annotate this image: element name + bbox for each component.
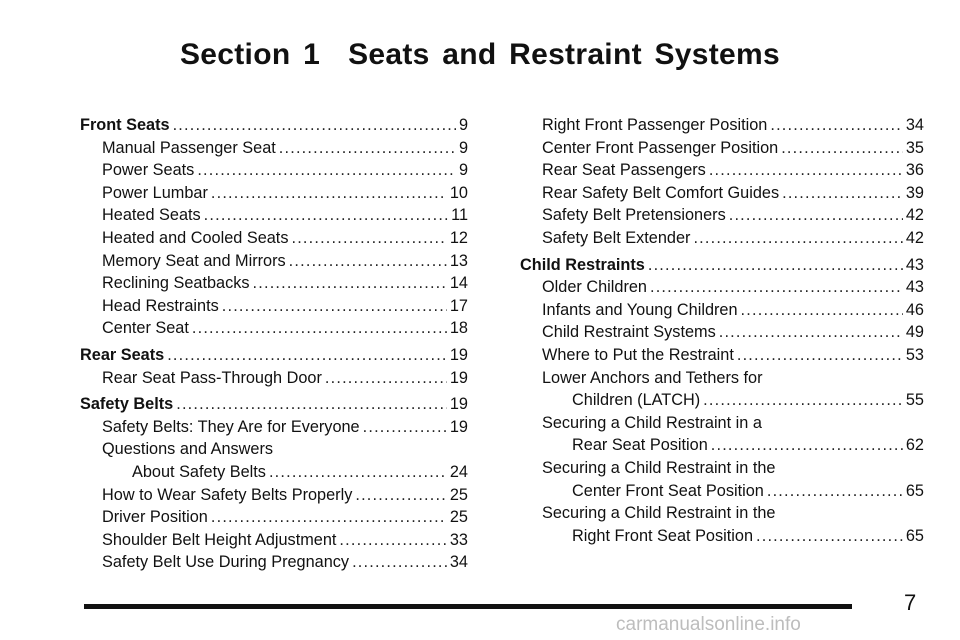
toc-entry-label: Rear Seat Position [572, 436, 708, 455]
toc-entry-label: Safety Belts [80, 395, 174, 414]
dot-leader [291, 227, 446, 250]
toc-entry-page: 25 [449, 485, 468, 504]
toc-entry-page: 9 [458, 138, 468, 157]
toc-entry [80, 416, 468, 439]
toc-entry [520, 412, 924, 435]
toc-entry [520, 389, 924, 412]
toc-entry-page: 11 [451, 206, 468, 225]
footer-rule [84, 604, 852, 609]
dot-leader [269, 461, 447, 484]
toc-entry [520, 227, 924, 250]
toc-entry [520, 321, 924, 344]
toc-entry-page: 49 [905, 323, 924, 342]
toc-entry-label: Safety Belts: They Are for Everyone [102, 417, 360, 436]
toc-entry-label: Lower Anchors and Tethers for [542, 368, 763, 387]
toc-section-heading [80, 393, 468, 416]
toc-entry-label: Rear Seats [80, 345, 165, 364]
dot-leader [781, 137, 903, 160]
toc-entry-label: Securing a Child Restraint in a [542, 413, 762, 432]
toc-entry-label: Child Restraints [520, 255, 645, 274]
toc-entry-page: 12 [449, 228, 468, 247]
toc-entry-label: Infants and Young Children [542, 300, 738, 319]
toc-entry-page: 17 [449, 296, 468, 315]
toc-entry-page: 9 [458, 116, 468, 134]
toc-entry [520, 114, 924, 137]
toc-entry-label: Power Seats [102, 161, 195, 180]
toc-entry-page: 34 [449, 553, 468, 572]
toc-entry-label: Older Children [542, 278, 647, 297]
dot-leader [211, 506, 447, 529]
toc-entry-label: Safety Belt Pretensioners [542, 206, 726, 225]
toc-entry [80, 204, 468, 227]
toc-entry-page: 19 [449, 368, 468, 387]
toc-entry [520, 525, 924, 548]
toc-entry-label: Securing a Child Restraint in the [542, 504, 776, 523]
toc-entry-label: Center Seat [102, 319, 189, 338]
toc-entry-page: 36 [905, 161, 924, 180]
toc-entry-label: Heated Seats [102, 206, 201, 225]
dot-leader [741, 299, 903, 322]
dot-leader [355, 484, 447, 507]
dot-leader [650, 276, 903, 299]
dot-leader [339, 529, 446, 552]
toc-entry-label: Center Front Passenger Position [542, 138, 779, 157]
dot-leader [192, 317, 447, 340]
toc-entry [520, 502, 924, 525]
toc-entry-page: 19 [449, 395, 468, 414]
toc-entry-page: 24 [449, 462, 468, 481]
toc-entry-label: How to Wear Safety Belts Properly [102, 485, 353, 504]
toc-entry-label: Where to Put the Restraint [542, 345, 734, 364]
toc-entry [520, 367, 924, 390]
toc-entry-label: Right Front Seat Position [572, 526, 753, 545]
toc-entry-label: Safety Belt Use During Pregnancy [102, 553, 350, 572]
dot-leader [167, 344, 447, 367]
dot-leader [737, 344, 903, 367]
toc-entry [80, 227, 468, 250]
toc-entry [80, 317, 468, 340]
toc-entry-label: Safety Belt Extender [542, 228, 691, 247]
toc-entry-page: 39 [905, 183, 924, 202]
dot-leader [325, 367, 447, 390]
toc-entry-label: About Safety Belts [132, 462, 266, 481]
toc-entry-label: Memory Seat and Mirrors [102, 251, 286, 270]
dot-leader [729, 204, 903, 227]
toc-entry-label: Questions and Answers [102, 440, 274, 459]
toc-entry-label: Securing a Child Restraint in the [542, 458, 776, 477]
toc-entry-page: 34 [905, 116, 924, 134]
toc-entry-page: 14 [449, 274, 468, 293]
toc-section-heading [80, 114, 468, 137]
toc-entry-page: 19 [449, 417, 468, 436]
toc-entry [80, 551, 468, 574]
dot-leader [289, 250, 447, 273]
toc-entry [80, 529, 468, 552]
toc-entry-page: 53 [905, 345, 924, 364]
dot-leader [648, 254, 903, 277]
toc-entry [80, 137, 468, 160]
toc-entry [80, 438, 468, 461]
toc-entry-page: 35 [905, 138, 924, 157]
toc-entry-label: Child Restraint Systems [542, 323, 716, 342]
toc-section-heading [80, 344, 468, 367]
toc-entry-label: Center Front Seat Position [572, 481, 764, 500]
dot-leader [719, 321, 903, 344]
toc-section-heading [520, 254, 924, 277]
toc-entry-page: 10 [449, 183, 468, 202]
dot-leader [711, 434, 903, 457]
toc-entry-label: Right Front Passenger Position [542, 116, 768, 134]
toc-entry-page: 65 [905, 481, 924, 500]
toc-entry-page: 42 [905, 228, 924, 247]
toc-entry-page: 55 [905, 391, 924, 410]
toc-entry [520, 344, 924, 367]
toc-entry [520, 299, 924, 322]
dot-leader [363, 416, 447, 439]
dot-leader [279, 137, 456, 160]
page-number: 7 [904, 590, 917, 615]
toc-entry [520, 182, 924, 205]
dot-leader [253, 272, 447, 295]
dot-leader [693, 227, 902, 250]
dot-leader [703, 389, 903, 412]
toc-entry-page: 13 [449, 251, 468, 270]
toc-entry-label: Head Restraints [102, 296, 219, 315]
dot-leader [173, 114, 456, 137]
toc-entry-label: Manual Passenger Seat [102, 138, 276, 157]
dot-leader [211, 182, 447, 205]
toc-entry [80, 484, 468, 507]
toc-right-column [520, 114, 924, 547]
dot-leader [709, 159, 903, 182]
toc-entry-label: Rear Seat Pass-Through Door [102, 368, 322, 387]
toc-entry [80, 159, 468, 182]
toc-entry-label: Children (LATCH) [572, 391, 701, 410]
toc-entry-label: Front Seats [80, 116, 170, 134]
toc-entry-label: Heated and Cooled Seats [102, 228, 289, 247]
toc-entry-page: 42 [905, 206, 924, 225]
dot-leader [204, 204, 448, 227]
toc-entry [520, 480, 924, 503]
toc-entry-page: 25 [449, 508, 468, 527]
toc-entry-page: 33 [449, 530, 468, 549]
toc-entry [80, 506, 468, 529]
toc-entry [520, 276, 924, 299]
toc-entry-label: Shoulder Belt Height Adjustment [102, 530, 337, 549]
toc-entry-label: Rear Safety Belt Comfort Guides [542, 183, 780, 202]
toc-entry-label: Reclining Seatbacks [102, 274, 250, 293]
toc-entry-page: 65 [905, 526, 924, 545]
page-title [0, 38, 960, 72]
dot-leader [756, 525, 903, 548]
toc-entry [80, 272, 468, 295]
toc-entry-page: 62 [905, 436, 924, 455]
toc-entry-label: Rear Seat Passengers [542, 161, 706, 180]
toc-entry [520, 137, 924, 160]
toc-left-column [80, 114, 468, 574]
section-number: Section 1 [179, 38, 321, 71]
toc-entry [80, 250, 468, 273]
toc-entry-page: 46 [905, 300, 924, 319]
toc-entry-page: 43 [905, 255, 924, 274]
toc-entry [80, 461, 468, 484]
toc-entry-page: 9 [458, 161, 468, 180]
dot-leader [352, 551, 447, 574]
section-name: Seats and Restraint Systems [348, 38, 781, 71]
toc-entry-page: 19 [449, 345, 468, 364]
toc-entry [80, 367, 468, 390]
toc-entry [520, 457, 924, 480]
toc-entry-label: Power Lumbar [102, 183, 208, 202]
dot-leader [222, 295, 447, 318]
dot-leader [176, 393, 447, 416]
toc-entry [520, 204, 924, 227]
toc-entry [80, 182, 468, 205]
toc-entry-page: 18 [449, 319, 468, 338]
dot-leader [767, 480, 903, 503]
dot-leader [782, 182, 903, 205]
toc-entry [520, 159, 924, 182]
toc-entry [520, 434, 924, 457]
dot-leader [197, 159, 456, 182]
toc-entry [80, 295, 468, 318]
dot-leader [770, 114, 903, 137]
toc-entry-page: 43 [905, 278, 924, 297]
watermark: carmanualsonline.info [616, 614, 801, 635]
toc-entry-label: Driver Position [102, 508, 208, 527]
